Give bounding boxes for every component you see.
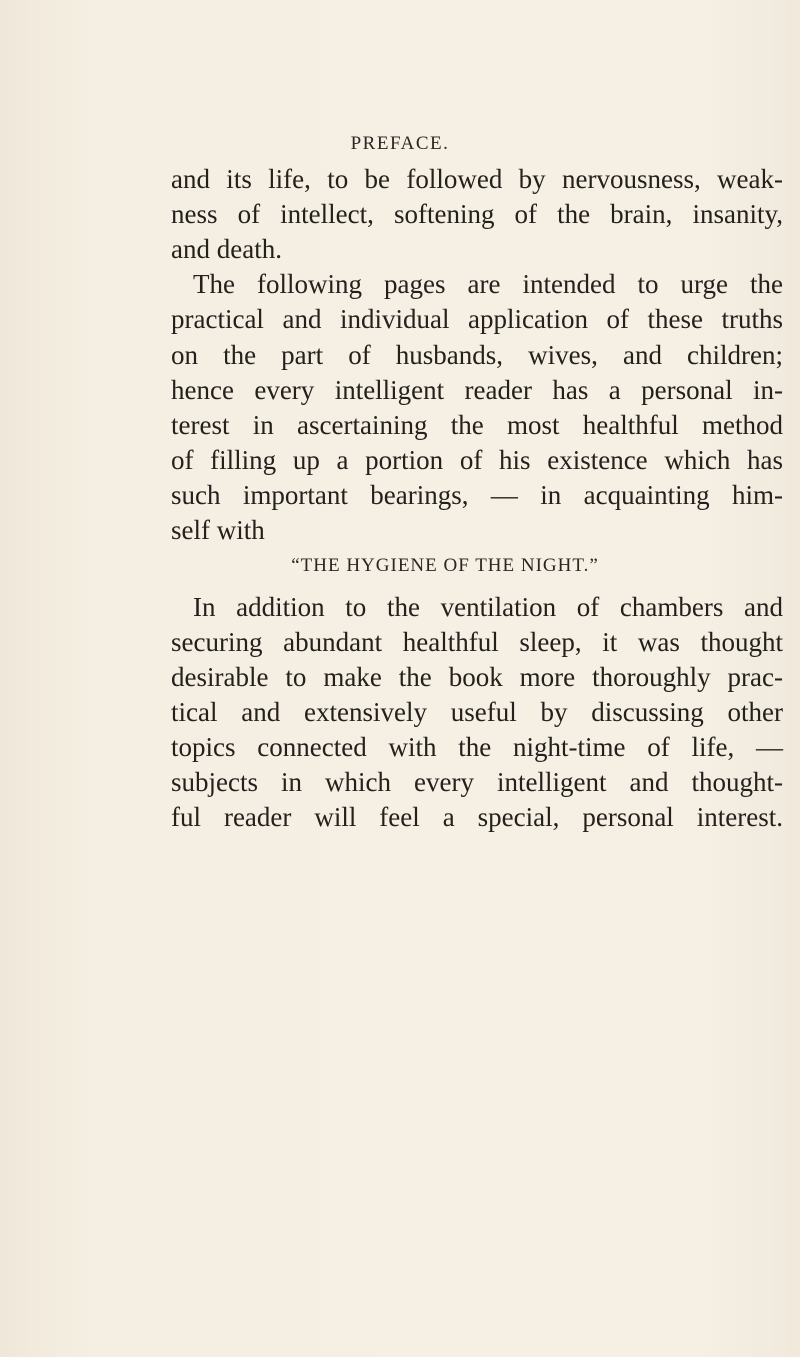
- text-line: of filling up a portion of his existence which has: [171, 445, 783, 475]
- text-line: In addition to the ventilation of chambers and: [193, 592, 783, 622]
- text-line: securing abundant healthful sleep, it was thought: [171, 627, 783, 657]
- text-line: hence every intelligent reader has a personal in-: [171, 375, 783, 405]
- text-line: and death.: [171, 234, 282, 264]
- text-line: on the part of husbands, wives, and children;: [171, 340, 783, 370]
- running-header: PREFACE.: [350, 133, 450, 154]
- text-line: self with: [171, 515, 265, 545]
- quoted-title: “THE HYGIENE OF THE NIGHT.”: [291, 555, 599, 576]
- text-line: topics connected with the night-time of life, —: [171, 732, 783, 762]
- text-line: subjects in which every intelligent and thought-: [171, 767, 783, 797]
- text-line: The following pages are intended to urge the: [193, 269, 783, 299]
- text-line: and its life, to be followed by nervousness, weak-: [171, 164, 783, 194]
- text-line: ful reader will feel a special, personal interest.: [171, 802, 783, 832]
- text-line: practical and individual application of these truths: [171, 304, 783, 334]
- text-line: ness of intellect, softening of the brain, insanity,: [171, 199, 783, 229]
- text-line: desirable to make the book more thoroughly prac-: [171, 662, 783, 692]
- quoted-title-wrap: [0, 555, 800, 585]
- text-line: such important bearings, — in acquainting him-: [171, 480, 783, 510]
- text-line: tical and extensively useful by discussing other: [171, 697, 783, 727]
- text-line: terest in ascertaining the most healthful method: [171, 410, 783, 440]
